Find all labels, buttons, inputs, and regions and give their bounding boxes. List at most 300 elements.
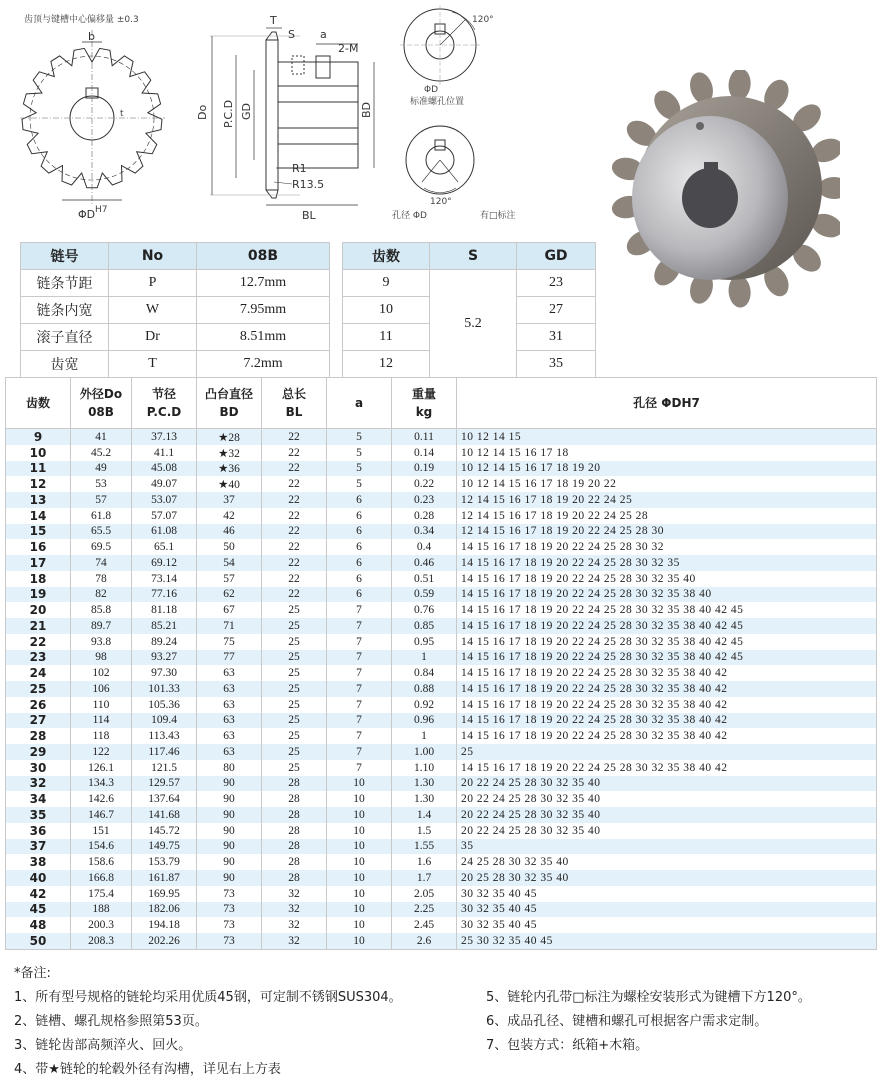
cell-teeth: 30 (6, 760, 71, 776)
cell-pcd: 109.4 (132, 713, 197, 729)
cell-do: 78 (71, 571, 132, 587)
cell-weight: 1.30 (392, 791, 457, 807)
cell-weight: 2.25 (392, 902, 457, 918)
cell-holes: 14 15 16 17 18 19 20 22 24 25 28 30 32 35 38 40 42 45 (457, 602, 877, 618)
cell-holes: 35 (457, 839, 877, 855)
cell-bl: 32 (262, 917, 327, 933)
table-row (6, 587, 877, 603)
cell-pcd: 161.87 (132, 870, 197, 886)
cell-a: 7 (327, 602, 392, 618)
dim-do-label: Do (196, 104, 209, 120)
cell-bl: 28 (262, 839, 327, 855)
table-row (6, 555, 877, 571)
cell-teeth: 29 (6, 744, 71, 760)
gd-header-2: GD (517, 243, 596, 270)
cell-pcd: 85.21 (132, 618, 197, 634)
cell-bd: 63 (197, 681, 262, 697)
cell-bl: 22 (262, 587, 327, 603)
cell-bl: 22 (262, 539, 327, 555)
cell-bl: 25 (262, 602, 327, 618)
cell-bl: 22 (262, 476, 327, 492)
cell-weight: 1 (392, 728, 457, 744)
gd-header-0: 齿数 (343, 243, 430, 270)
sprocket-side-drawing (266, 32, 358, 198)
table-row (6, 681, 877, 697)
cell-a: 6 (327, 571, 392, 587)
table-row (6, 760, 877, 776)
table-row (6, 823, 877, 839)
cell-do: 98 (71, 650, 132, 666)
cell-pcd: 89.24 (132, 634, 197, 650)
chain-row: 齿宽 T 7.2mm (21, 351, 330, 378)
cell-holes: 20 22 24 25 28 30 32 35 40 (457, 776, 877, 792)
chain-row: 链条内宽 W 7.95mm (21, 297, 330, 324)
cell-teeth: 23 (6, 650, 71, 666)
cell-bd: 75 (197, 634, 262, 650)
cell-teeth: 25 (6, 681, 71, 697)
cell-bl: 22 (262, 571, 327, 587)
cell-weight: 0.14 (392, 445, 457, 461)
cell-holes: 25 (457, 744, 877, 760)
dim-gd-label: GD (240, 103, 253, 120)
cell-bl: 25 (262, 665, 327, 681)
cell-weight: 0.84 (392, 665, 457, 681)
cell-teeth: 9 (6, 429, 71, 445)
cell-bd: 71 (197, 618, 262, 634)
notes-section (14, 962, 874, 1077)
table-row (6, 492, 877, 508)
cell-weight: 1.55 (392, 839, 457, 855)
cell-teeth: 17 (6, 555, 71, 571)
cell-bd: 73 (197, 917, 262, 933)
cell-pcd: 93.27 (132, 650, 197, 666)
col-holes: 孔径 ΦDH7 (457, 378, 877, 429)
cell-bd: 73 (197, 886, 262, 902)
cell-holes: 14 15 16 17 18 19 20 22 24 25 28 30 32 35 38 40 42 45 (457, 650, 877, 666)
cell-bl: 22 (262, 524, 327, 540)
table-row (6, 618, 877, 634)
cell-do: 208.3 (71, 933, 132, 949)
cell-bl: 25 (262, 650, 327, 666)
cell-holes: 12 14 15 16 17 18 19 20 22 24 25 28 (457, 508, 877, 524)
table-row (6, 854, 877, 870)
chain-header-1: No (109, 243, 197, 270)
cell-bd: 50 (197, 539, 262, 555)
cell-bl: 32 (262, 933, 327, 949)
cell-weight: 0.46 (392, 555, 457, 571)
cell-a: 5 (327, 461, 392, 477)
cell-do: 106 (71, 681, 132, 697)
cell-a: 10 (327, 839, 392, 855)
cell-bd: 90 (197, 791, 262, 807)
cell-holes: 12 14 15 16 17 18 19 20 22 24 25 28 30 (457, 524, 877, 540)
cell-a: 6 (327, 539, 392, 555)
cell-do: 93.8 (71, 634, 132, 650)
cell-weight: 0.92 (392, 697, 457, 713)
table-row (6, 776, 877, 792)
cell-bl: 25 (262, 728, 327, 744)
cell-holes: 10 12 14 15 16 17 18 (457, 445, 877, 461)
table-row (6, 508, 877, 524)
cell-teeth: 35 (6, 807, 71, 823)
cell-pcd: 182.06 (132, 902, 197, 918)
cell-holes: 14 15 16 17 18 19 20 22 24 25 28 30 32 35 (457, 555, 877, 571)
col-bd: 凸台直径 BD (197, 378, 262, 429)
cell-pcd: 41.1 (132, 445, 197, 461)
cell-bd: 63 (197, 728, 262, 744)
cell-a: 6 (327, 555, 392, 571)
table-row (6, 697, 877, 713)
hub-top-phiD: ΦD (424, 85, 439, 95)
cell-weight: 0.34 (392, 524, 457, 540)
notes-right (486, 986, 876, 1053)
cell-teeth: 13 (6, 492, 71, 508)
cell-do: 122 (71, 744, 132, 760)
note-item: 3、链轮齿部高频淬火、回火。 (14, 1038, 192, 1053)
cell-pcd: 113.43 (132, 728, 197, 744)
chain-header-0: 链号 (21, 243, 109, 270)
cell-a: 10 (327, 870, 392, 886)
cell-pcd: 69.12 (132, 555, 197, 571)
cell-weight: 0.95 (392, 634, 457, 650)
table-row (6, 807, 877, 823)
cell-weight: 1.5 (392, 823, 457, 839)
cell-weight: 1.6 (392, 854, 457, 870)
cell-bd: 63 (197, 665, 262, 681)
cell-bl: 25 (262, 697, 327, 713)
dim-phiD-label: ΦD (78, 208, 96, 221)
table-row (6, 870, 877, 886)
cell-bl: 25 (262, 634, 327, 650)
offset-note: 齿顶与键槽中心偏移量 ±0.3 (24, 15, 139, 25)
cell-a: 10 (327, 807, 392, 823)
standard-hole-label: 标准螺孔位置 (410, 97, 465, 107)
cell-bd: 90 (197, 839, 262, 855)
cell-pcd: 194.18 (132, 917, 197, 933)
dim-pcd-label: P.C.D (222, 99, 235, 128)
cell-teeth: 48 (6, 917, 71, 933)
cell-a: 7 (327, 665, 392, 681)
cell-do: 53 (71, 476, 132, 492)
cell-a: 7 (327, 713, 392, 729)
cell-bd: 90 (197, 807, 262, 823)
table-row (6, 933, 877, 949)
cell-pcd: 73.14 (132, 571, 197, 587)
cell-pcd: 53.07 (132, 492, 197, 508)
hub-top-drawing (400, 5, 480, 85)
dim-a-label: a (320, 28, 327, 41)
note-item: 2、链槽、螺孔规格参照第53页。 (14, 1014, 208, 1029)
cell-holes: 14 15 16 17 18 19 20 22 24 25 28 30 32 35 38 40 42 (457, 697, 877, 713)
cell-bd: ★32 (197, 445, 262, 461)
cell-do: 158.6 (71, 854, 132, 870)
hole-note-suffix: 有□标注 (480, 211, 516, 221)
cell-weight: 0.59 (392, 587, 457, 603)
table-row (6, 476, 877, 492)
col-teeth: 齿数 (6, 378, 71, 429)
gd-row: 9 5.2 23 (343, 270, 596, 297)
cell-do: 142.6 (71, 791, 132, 807)
cell-teeth: 19 (6, 587, 71, 603)
cell-do: 126.1 (71, 760, 132, 776)
table-row (6, 728, 877, 744)
cell-holes: 14 15 16 17 18 19 20 22 24 25 28 30 32 35 38 40 42 (457, 760, 877, 776)
cell-pcd: 57.07 (132, 508, 197, 524)
cell-pcd: 153.79 (132, 854, 197, 870)
sprocket-photo (600, 70, 840, 310)
table-row (6, 886, 877, 902)
table-row (6, 902, 877, 918)
cell-do: 188 (71, 902, 132, 918)
cell-a: 10 (327, 933, 392, 949)
cell-do: 82 (71, 587, 132, 603)
table-row (6, 634, 877, 650)
cell-teeth: 34 (6, 791, 71, 807)
cell-holes: 14 15 16 17 18 19 20 22 24 25 28 30 32 35 38 40 42 (457, 681, 877, 697)
cell-bd: 37 (197, 492, 262, 508)
cell-teeth: 45 (6, 902, 71, 918)
dim-T-label: T (270, 14, 277, 27)
gd-row: 12 35 (343, 351, 596, 378)
cell-a: 7 (327, 634, 392, 650)
cell-bd: 77 (197, 650, 262, 666)
cell-do: 134.3 (71, 776, 132, 792)
cell-weight: 1 (392, 650, 457, 666)
cell-bl: 25 (262, 760, 327, 776)
cell-teeth: 24 (6, 665, 71, 681)
cell-pcd: 145.72 (132, 823, 197, 839)
cell-pcd: 117.46 (132, 744, 197, 760)
cell-bd: 54 (197, 555, 262, 571)
cell-do: 65.5 (71, 524, 132, 540)
cell-a: 7 (327, 650, 392, 666)
cell-pcd: 121.5 (132, 760, 197, 776)
cell-bd: 42 (197, 508, 262, 524)
cell-teeth: 50 (6, 933, 71, 949)
table-row (6, 539, 877, 555)
table-row (6, 461, 877, 477)
dim-bl-label: BL (302, 209, 316, 222)
cell-do: 69.5 (71, 539, 132, 555)
cell-do: 146.7 (71, 807, 132, 823)
cell-holes: 30 32 35 40 45 (457, 902, 877, 918)
cell-do: 118 (71, 728, 132, 744)
table-row (6, 713, 877, 729)
cell-weight: 0.11 (392, 429, 457, 445)
cell-bl: 22 (262, 461, 327, 477)
cell-holes: 14 15 16 17 18 19 20 22 24 25 28 30 32 35 40 (457, 571, 877, 587)
cell-holes: 14 15 16 17 18 19 20 22 24 25 28 30 32 35 38 40 42 (457, 665, 877, 681)
cell-teeth: 27 (6, 713, 71, 729)
cell-bl: 28 (262, 791, 327, 807)
cell-pcd: 77.16 (132, 587, 197, 603)
cell-pcd: 202.26 (132, 933, 197, 949)
chain-row: 链条节距 P 12.7mm (21, 270, 330, 297)
cell-pcd: 149.75 (132, 839, 197, 855)
cell-teeth: 28 (6, 728, 71, 744)
cell-do: 200.3 (71, 917, 132, 933)
cell-bl: 28 (262, 776, 327, 792)
chain-header-2: 08B (197, 243, 330, 270)
cell-teeth: 37 (6, 839, 71, 855)
cell-weight: 1.30 (392, 776, 457, 792)
cell-bd: 57 (197, 571, 262, 587)
cell-weight: 2.6 (392, 933, 457, 949)
cell-weight: 0.4 (392, 539, 457, 555)
cell-bl: 25 (262, 713, 327, 729)
cell-pcd: 105.36 (132, 697, 197, 713)
cell-holes: 12 14 15 16 17 18 19 20 22 24 25 (457, 492, 877, 508)
cell-pcd: 65.1 (132, 539, 197, 555)
cell-bd: 63 (197, 697, 262, 713)
note-item: 6、成品孔径、键槽和螺孔可根据客户需求定制。 (486, 1014, 768, 1029)
cell-weight: 0.22 (392, 476, 457, 492)
cell-teeth: 40 (6, 870, 71, 886)
gd-table (342, 242, 596, 378)
cell-teeth: 42 (6, 886, 71, 902)
cell-bd: ★36 (197, 461, 262, 477)
cell-holes: 14 15 16 17 18 19 20 22 24 25 28 30 32 35 38 40 42 (457, 713, 877, 729)
col-bl: 总长 BL (262, 378, 327, 429)
notes-title: *备注: (14, 966, 51, 981)
chain-spec-table (20, 242, 330, 378)
cell-bl: 32 (262, 902, 327, 918)
cell-holes: 25 30 32 35 40 45 (457, 933, 877, 949)
cell-do: 89.7 (71, 618, 132, 634)
cell-teeth: 38 (6, 854, 71, 870)
cell-pcd: 49.07 (132, 476, 197, 492)
cell-a: 10 (327, 823, 392, 839)
cell-pcd: 97.30 (132, 665, 197, 681)
cell-holes: 20 25 28 30 32 35 40 (457, 870, 877, 886)
cell-a: 7 (327, 697, 392, 713)
cell-a: 5 (327, 476, 392, 492)
cell-teeth: 16 (6, 539, 71, 555)
sprocket-spec-table (5, 377, 877, 950)
cell-do: 166.8 (71, 870, 132, 886)
table-row (6, 917, 877, 933)
hole-note-label: 孔径 ΦD (392, 211, 427, 221)
cell-do: 41 (71, 429, 132, 445)
cell-weight: 1.10 (392, 760, 457, 776)
cell-bd: ★28 (197, 429, 262, 445)
cell-pcd: 61.08 (132, 524, 197, 540)
cell-bd: 67 (197, 602, 262, 618)
cell-do: 151 (71, 823, 132, 839)
cell-bd: 62 (197, 587, 262, 603)
cell-pcd: 37.13 (132, 429, 197, 445)
cell-a: 7 (327, 618, 392, 634)
cell-do: 154.6 (71, 839, 132, 855)
col-do: 外径Do 08B (71, 378, 132, 429)
cell-holes: 30 32 35 40 45 (457, 917, 877, 933)
cell-teeth: 15 (6, 524, 71, 540)
cell-bl: 28 (262, 807, 327, 823)
cell-bl: 28 (262, 854, 327, 870)
cell-a: 7 (327, 681, 392, 697)
table-row (6, 665, 877, 681)
dim-S-label: S (288, 28, 295, 41)
cell-a: 5 (327, 429, 392, 445)
dim-b-label: b (88, 30, 95, 43)
cell-a: 10 (327, 776, 392, 792)
dim-h7-label: H7 (95, 205, 108, 215)
cell-weight: 0.96 (392, 713, 457, 729)
cell-a: 7 (327, 728, 392, 744)
cell-bl: 28 (262, 870, 327, 886)
cell-pcd: 101.33 (132, 681, 197, 697)
cell-a: 6 (327, 492, 392, 508)
cell-a: 6 (327, 524, 392, 540)
cell-holes: 20 22 24 25 28 30 32 35 40 (457, 823, 877, 839)
notes-left (14, 986, 484, 1077)
cell-pcd: 141.68 (132, 807, 197, 823)
cell-a: 10 (327, 791, 392, 807)
cell-teeth: 22 (6, 634, 71, 650)
col-weight: 重量 kg (392, 378, 457, 429)
cell-holes: 14 15 16 17 18 19 20 22 24 25 28 30 32 35 38 40 42 45 (457, 634, 877, 650)
cell-bl: 22 (262, 445, 327, 461)
table-row (6, 650, 877, 666)
cell-bl: 22 (262, 555, 327, 571)
table-row (6, 791, 877, 807)
note-item: 7、包装方式：纸箱+木箱。 (486, 1038, 649, 1053)
cell-holes: 30 32 35 40 45 (457, 886, 877, 902)
cell-a: 6 (327, 508, 392, 524)
gd-s-value: 5.2 (430, 270, 517, 378)
cell-teeth: 10 (6, 445, 71, 461)
angle-bottom-label: 120° (430, 197, 452, 207)
cell-bd: 63 (197, 744, 262, 760)
cell-bd: 46 (197, 524, 262, 540)
table-row (6, 839, 877, 855)
cell-weight: 2.45 (392, 917, 457, 933)
cell-weight: 0.85 (392, 618, 457, 634)
table-row (6, 571, 877, 587)
cell-weight: 1.4 (392, 807, 457, 823)
cell-teeth: 14 (6, 508, 71, 524)
cell-bd: 90 (197, 776, 262, 792)
cell-bd: 73 (197, 933, 262, 949)
cell-do: 45.2 (71, 445, 132, 461)
cell-do: 57 (71, 492, 132, 508)
angle-top-label: 120° (472, 15, 494, 25)
cell-a: 6 (327, 587, 392, 603)
cell-holes: 14 15 16 17 18 19 20 22 24 25 28 30 32 35 38 40 (457, 587, 877, 603)
cell-a: 10 (327, 917, 392, 933)
note-item: 1、所有型号规格的链轮均采用优质45钢，可定制不锈钢SUS304。 (14, 990, 402, 1005)
chain-row: 滚子直径 Dr 8.51mm (21, 324, 330, 351)
table-row (6, 744, 877, 760)
cell-teeth: 21 (6, 618, 71, 634)
cell-do: 49 (71, 461, 132, 477)
dim-2m-label: 2-M (338, 42, 359, 55)
cell-weight: 2.05 (392, 886, 457, 902)
gd-row: 10 27 (343, 297, 596, 324)
cell-weight: 0.19 (392, 461, 457, 477)
cell-bl: 28 (262, 823, 327, 839)
gd-header-1: S (430, 243, 517, 270)
cell-teeth: 20 (6, 602, 71, 618)
cell-weight: 0.88 (392, 681, 457, 697)
cell-do: 175.4 (71, 886, 132, 902)
hub-bottom-drawing (406, 126, 474, 194)
cell-bl: 22 (262, 508, 327, 524)
cell-do: 102 (71, 665, 132, 681)
table-row (6, 524, 877, 540)
cell-holes: 10 12 14 15 (457, 429, 877, 445)
cell-weight: 1.7 (392, 870, 457, 886)
